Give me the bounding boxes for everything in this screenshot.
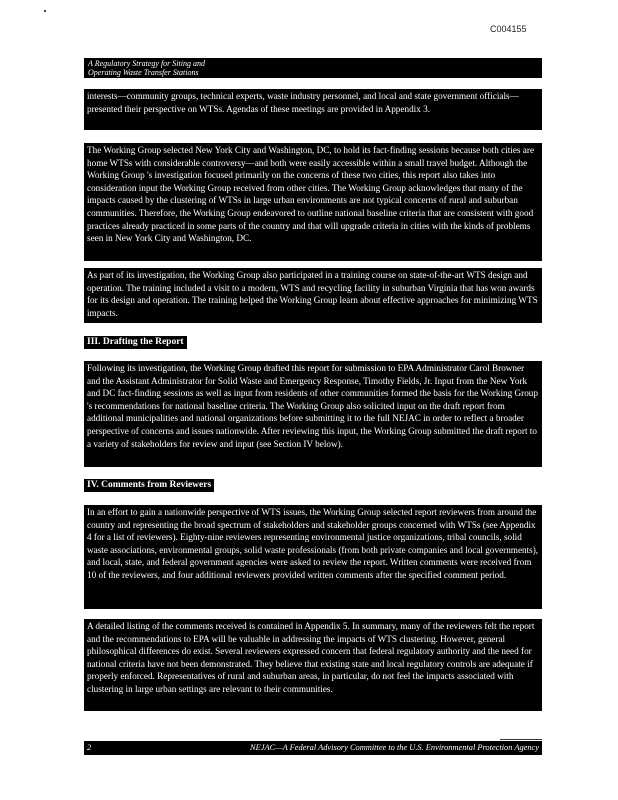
document-id: C004155 [490,24,527,34]
paragraph-working-group-selection: The Working Group selected New York City and Washington, DC, to hold its fact-finding sessions because both cities are home WTSs with considerable controversy—and both were easily accessible within a small travel budget. Although the Working Group 's investigation focused primarily on the concerns of these two cities, this report also takes into consideration input the Working Group received from other cities. The Working Group acknowledges that many of the impacts caused by the clustering of WTSs in large urban environments are not typical concerns of rural and suburban communities. Therefore, the Working Group endeavored to outline national baseline criteria that are consistent with good practices already practiced in some parts of the country and that will upgrade criteria in cities with the kinds of problems seen in New York City and Washington, DC. [84,143,542,261]
running-header [84,58,542,78]
paragraph-meeting-participants: interests—community groups, technical experts, waste industry personnel, and local and state government officials—presented their perspective on WTSs. Agendas of these meetings are provided in Appendix 3. [84,89,542,130]
scan-speck [44,10,46,12]
running-header-line-1: A Regulatory Strategy for Siting and [88,59,205,68]
footer-text: NEJAC—A Federal Advisory Committee to the U.S. Environmental Protection Agency [250,743,539,752]
paragraph-reviewer-selection: In an effort to gain a nationwide perspective of WTS issues, the Working Group selected report reviewers from around the country and representing the broad spectrum of stakeholders and stakeholder groups concerned with WTSs (see Appendix 4 for a list of reviewers). Eighty-nine reviewers representing environmental justice organizations, tribal councils, solid waste associations, environmental groups, solid waste professionals (from both private companies and local governments), and local, state, and federal government agencies were asked to review the report. Written comments were received from 10 of the reviewers, and four additional reviewers provided written comments after the specified comment period. [84,505,542,609]
footer-rule [500,739,542,740]
section-heading-comments-reviewers: IV. Comments from Reviewers [84,479,214,492]
running-header-line-2: Operating Waste Transfer Stations [88,68,199,77]
running-footer [84,741,542,755]
paragraph-drafting-report: Following its investigation, the Working Group drafted this report for submission to EPA Administrator Carol Browner and the Assistant Administrator for Solid Waste and Emergency Response, Timothy Fields, Jr. Input from the New York and DC fact-finding sessions as well as input from residents of other communities formed the basis for the Working Group 's recommendations for national baseline criteria. The Working Group also solicited input on the draft report from additional municipalities and national organizations before submitting it to the full NEJAC in order to reflect a broader perspective of concerns and issues nationwide. After reviewing this input, the Working Group submitted the draft report to a variety of stakeholders for review and input (see Section IV below). [84,361,542,467]
paragraph-training-course: As part of its investigation, the Working Group also participated in a training course on state-of-the-art WTS design and operation. The training included a visit to a modern, WTS and recycling facility in suburban Virginia that has won awards for its design and operation. The training helped the Working Group learn about effective approaches for minimizing WTS impacts. [84,268,542,323]
page-number: 2 [87,743,92,752]
paragraph-comments-summary: A detailed listing of the comments received is contained in Appendix 5. In summary, many of the reviewers felt the report and the recommendations to EPA will be valuable in addressing the impacts of WTS clustering. However, general philosophical differences do exist. Several reviewers expressed concern that federal regulatory authority and the need for national criteria have not been demonstrated. They believe that existing state and local regulatory controls are adequate if properly enforced. Representatives of rural and suburban areas, in particular, do not feel the impacts associated with clustering in large urban settings are relevant to their communities. [84,619,542,711]
section-heading-drafting-report: III. Drafting the Report [84,336,187,349]
